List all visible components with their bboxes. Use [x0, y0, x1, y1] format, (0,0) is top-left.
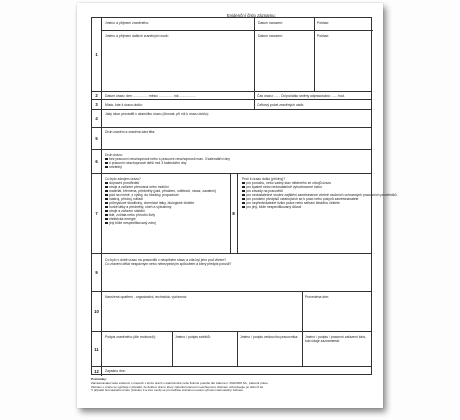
- row-number: 5: [92, 128, 102, 149]
- option-item: horké látky a předměty, oheň a výbušniny: [105, 205, 216, 209]
- source-options: [105, 181, 216, 225]
- dob-label: Datum narození:: [258, 21, 284, 25]
- checkbox[interactable]: [242, 202, 245, 205]
- row-number: 2: [92, 92, 102, 99]
- row-number: 12: [92, 367, 102, 376]
- row-number: 11: [92, 332, 102, 366]
- option-item: pro jiný, blíže nespecifikovaný důvod: [242, 205, 397, 209]
- injury-date: Datum úrazu: den ................ měsíc ............... rok .................: [105, 94, 196, 98]
- injured-name-label: Jméno a příjmení zraněného:: [105, 21, 150, 25]
- option-item: pro poruchu, nebo vadný stav některého ze zdrojů úrazu: [242, 181, 397, 185]
- injured-count: Celkový počet zraněných osob:: [257, 103, 305, 107]
- checkbox[interactable]: [242, 186, 245, 189]
- row-2: [92, 92, 371, 100]
- option-item: pro špatně nebo nedostatečně vyhodnocené riziko: [242, 185, 397, 189]
- option-item: stroje a zařízení přenosná nebo mobilní: [105, 185, 216, 189]
- checkbox[interactable]: [105, 182, 108, 185]
- checkbox[interactable]: [105, 206, 108, 209]
- option-item: dopravní prostředek: [105, 181, 216, 185]
- option-item: pád na rovině, z výšky, do hloubky, propadnutí: [105, 193, 216, 197]
- option-item: pro porušení předpisů vztahujících se k práci nebo pokynů zaměstnavatele: [242, 197, 397, 201]
- kind-option: bez pracovní neschopnosti nebo s pracovní neschopností max. 3 kalendářní dny: [105, 157, 230, 161]
- sex-label: Pohlaví:: [317, 21, 330, 25]
- row-number: 6: [92, 150, 102, 173]
- measures-label: Navržená opatření - organizační, technická, výchovná:: [105, 295, 187, 299]
- row-number: 1: [92, 18, 102, 91]
- injury-type-label: Druh zranění a zraněná část těla:: [105, 130, 156, 134]
- option-item: nástroj, přístroj, nářadí: [105, 197, 216, 201]
- checkbox[interactable]: [105, 202, 108, 205]
- kind-option: smrtelný: [105, 165, 122, 169]
- option-item: elektrická energie: [105, 217, 216, 221]
- option-item: lidé, zvířata nebo přírodní živly: [105, 213, 216, 217]
- option-item: materiál, břemena, předměty (pád, přiražení, odlétnutí, náraz, zavalení): [105, 189, 216, 193]
- signature-witnesses: Jméno / podpis svědků:: [175, 335, 211, 339]
- option-item: stroje a zařízení stabilní: [105, 209, 216, 213]
- checkbox[interactable]: [105, 222, 108, 225]
- notes: [91, 378, 372, 393]
- row-4: [92, 110, 371, 128]
- row-11: [92, 332, 371, 367]
- row-10: [92, 292, 371, 332]
- record-number-label: Evidenční číslo záznamu:: [227, 13, 276, 18]
- checkbox[interactable]: [105, 186, 108, 189]
- signature-injured: Podpis zraněného (dle možností):: [105, 335, 156, 339]
- other-injured-label: Jméno a příjmení dalších zraněných osob:: [105, 34, 169, 38]
- row-1: [92, 18, 371, 92]
- checkbox[interactable]: [105, 194, 108, 197]
- row-number: 7: [92, 174, 102, 253]
- source-title: Co bylo zdrojem úrazu?: [105, 177, 141, 181]
- done-date-label: Provedena dne:: [305, 295, 329, 299]
- checkbox[interactable]: [105, 162, 108, 165]
- note-line: V případě hromadného úrazu (zranění 3 a více osob) se pro každou zraněnou osobu vyhotoví samostatný záznam.: [91, 389, 244, 393]
- recorded-date-label: Zapsáno dne:: [105, 369, 126, 373]
- row-12: [92, 367, 371, 376]
- injury-place: Místo, kde k úrazu došlo:: [105, 103, 143, 107]
- row-number: 4: [92, 110, 102, 127]
- row-7-8: [92, 174, 397, 254]
- notes-title: Poznámky:: [91, 378, 107, 381]
- kind-option: s pracovní neschopností delší než 3 kalendářní dny: [105, 161, 186, 165]
- activity-label: Jaký úkon prováděl v okamžiku úrazu (činnost, při níž k úrazu došlo):: [105, 112, 209, 116]
- option-item: pro nepředvídatelné riziko práce nebo selhání lidského činitele: [242, 201, 397, 205]
- checkbox[interactable]: [242, 182, 245, 185]
- checkbox[interactable]: [105, 214, 108, 217]
- checkbox[interactable]: [105, 158, 108, 161]
- cause-options: [242, 181, 397, 209]
- checkbox[interactable]: [242, 206, 245, 209]
- checkbox[interactable]: [105, 210, 108, 213]
- row-5: [92, 128, 371, 150]
- condition-label: Co bylo v době úrazu na pracovišti v neopilném stavu a zda byl jeho pod vlivem?: [105, 258, 227, 262]
- checkbox[interactable]: [242, 190, 245, 193]
- injury-time: Čas úrazu: ...... Od počátku směny odpracováno: ...... hod.: [257, 94, 345, 98]
- dob2-label: Datum narození:: [258, 34, 284, 38]
- checkbox[interactable]: [105, 166, 108, 169]
- accident-kind-title: Druh úrazu:: [105, 153, 123, 157]
- option-item: průmyslové škodliviny, chemické látky, biologické činitele: [105, 201, 216, 205]
- note-line: Zaměstnavatel vede evidenci o úrazech v knize úrazů v elektronické nebo listinné podobě dle zákona č. 262/2006 Sb., zákoník práce.: [91, 381, 269, 385]
- checkbox[interactable]: [105, 218, 108, 221]
- signature-manager: Jméno / podpis vedoucího pracovníka:: [240, 335, 299, 339]
- row-number: 9: [92, 254, 102, 291]
- row-9: [92, 254, 371, 292]
- injury-form: [91, 17, 397, 375]
- checkbox[interactable]: [242, 198, 245, 201]
- checkbox[interactable]: [242, 194, 245, 197]
- row-number: 10: [92, 292, 102, 331]
- signature-recorder: Jméno / podpis / pracovní zařazení toho, kdo údaje zaznamenal:: [305, 335, 367, 343]
- cause-title: Proč k úrazu došlo (příčiny)?: [242, 177, 286, 181]
- option-item: jiný blíže nespecifikovaný zdroj: [105, 221, 216, 225]
- violation-label: Co zranění dělat nespávným nebo nebezpečným způsobem a který předpis porušil?: [105, 262, 232, 266]
- checkbox[interactable]: [105, 190, 108, 193]
- row-3: [92, 100, 371, 110]
- checkbox[interactable]: [105, 198, 108, 201]
- row-6: [92, 150, 371, 174]
- document-page: [77, 3, 397, 408]
- row-number: 8: [230, 174, 238, 253]
- option-item: pro závady na pracovišti: [242, 189, 397, 193]
- note-line: Záznam o úrazu se vyplňuje v případě, že došlo k úrazu, který způsobil pracovní neschopnost. Záznam uchovávejte po dobu 5 let.: [91, 385, 264, 389]
- option-item: pro nedostatečné osobní zajištění zaměstnance včetně osobních ochranných pracovních prostředků: [242, 193, 397, 197]
- row-number: 3: [92, 100, 102, 109]
- sex2-label: Pohlaví:: [317, 34, 330, 38]
